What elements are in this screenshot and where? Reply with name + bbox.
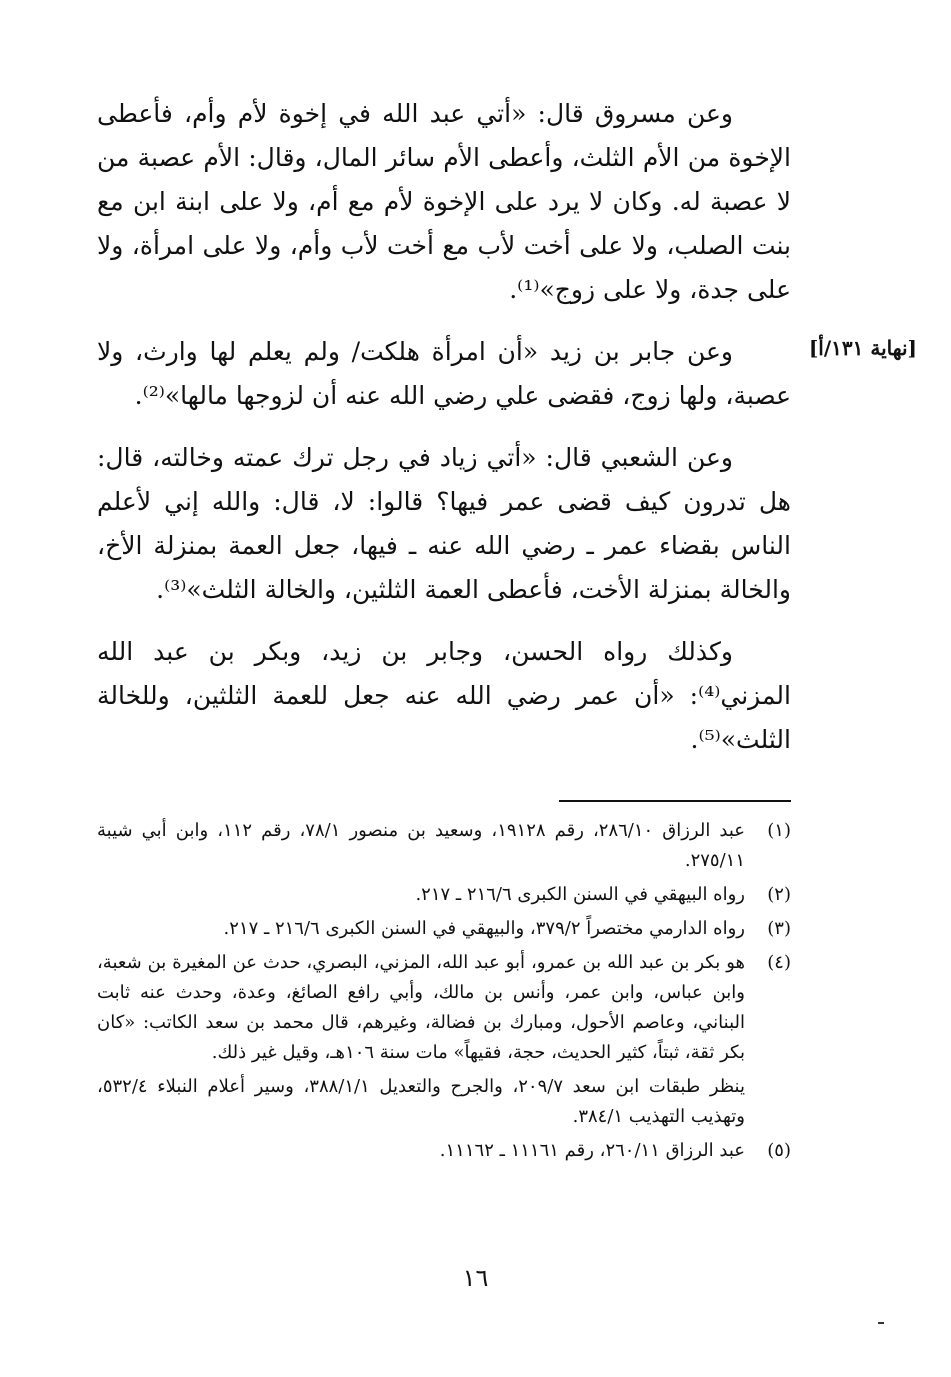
footnote-5 xyxy=(97,1136,791,1166)
footnote-text: عبد الرزاق ٢٨٦/١٠، رقم ١٩١٢٨، وسعيد بن منصور ٧٨/١، رقم ١١٢، وابن أبي شيبة ٢٧٥/١١. xyxy=(97,820,746,871)
footnote-text: هو بكر بن عبد الله بن عمرو، أبو عبد الله، المزني، البصري، حدث عن المغيرة بن شعبة، وابن عباس، وابن عمر، وأنس بن مالك، وأبي رافع الصائغ، وعدة، وحدث عنه ثابت البناني، وعاصم الأحول، ومبارك بن فضالة، وغيرهم، قال محمد بن سعد الكاتب: «كان بكر ثقة، ثبتاً، كثير الحديث، حجة، فقيهاً» مات سنة ١٠٦هـ، وقيل غير ذلك. xyxy=(97,952,745,1063)
paragraph-shabi: وعن الشعبي قال: «أتي زياد في رجل ترك عمته وخالته، قال: هل تدرون كيف قضى عمر فيها؟ قالوا: لا، قال: والله إني لأعلم الناس بقضاء عمر ـ رضي الله عنه ـ فيها، جعل العمة بمنزلة الأخ، والخالة بمنزلة الأخت، فأعطى العمة الثلثين، والخالة الثلث»⁽³⁾. xyxy=(97,443,791,604)
paragraph-masruq: وعن مسروق قال: «أتي عبد الله في إخوة لأم وأم، فأعطى الإخوة من الأم الثلث، وأعطى الأم سائر المال، وقال: الأم عصبة من لا عصبة له. وكان لا يرد على الإخوة لأم مع أم، ولا على ابنة ابن مع بنت الصلب، ولا على أخت لأب مع أخت لأب وأم، ولا على امرأة، ولا على جدة، ولا على زوج»⁽¹⁾. xyxy=(97,99,791,304)
footnote-4 xyxy=(97,948,791,1068)
footnote-number: (٣) xyxy=(767,918,791,939)
footnote-number: (٤) xyxy=(767,952,791,973)
footnote-3 xyxy=(97,914,791,944)
footnote-separator xyxy=(559,800,791,802)
main-text xyxy=(97,92,791,780)
footnote-number: (٥) xyxy=(767,1140,791,1161)
footnote-number: (١) xyxy=(767,820,791,841)
footnote-1 xyxy=(97,816,791,876)
paragraph-hasan: وكذلك رواه الحسن، وجابر بن زيد، وبكر بن عبد الله المزني⁽⁴⁾: «أن عمر رضي الله عنه جعل للعمة الثلثين، وللخالة الثلث»⁽⁵⁾. xyxy=(97,637,791,754)
footnote-4-sources: ينظر طبقات ابن سعد ٢٠٩/٧، والجرح والتعديل ٣٨٨/١/١، وسير أعلام النبلاء ٥٣٢/٤، وتهذيب التهذيب ٣٨٤/١. xyxy=(97,1076,745,1127)
footnotes xyxy=(97,816,791,1170)
footnote-text: رواه الدارمي مختصراً ٣٧٩/٢، والبيهقي في السنن الكبرى ٢١٦/٦ ـ ٢١٧. xyxy=(223,918,745,939)
paragraph-jabir: وعن جابر بن زيد «أن امرأة هلكت/ ولم يعلم لها وارث، ولا عصبة، ولها زوج، فقضى علي رضي الله عنه أن لزوجها مالها»⁽²⁾. xyxy=(97,337,791,410)
page-number: ١٦ xyxy=(462,1264,489,1292)
margin-manuscript-note: [نهاية ١٣١/أ] xyxy=(808,336,917,360)
footnote-2 xyxy=(97,880,791,910)
footnote-text: رواه البيهقي في السنن الكبرى ٢١٦/٦ ـ ٢١٧. xyxy=(415,884,745,905)
footnote-number: (٢) xyxy=(767,884,791,905)
footnote-text: عبد الرزاق ٢٦٠/١١، رقم ١١١٦١ ـ ١١١٦٢. xyxy=(439,1140,745,1161)
scan-speck xyxy=(878,1322,884,1324)
